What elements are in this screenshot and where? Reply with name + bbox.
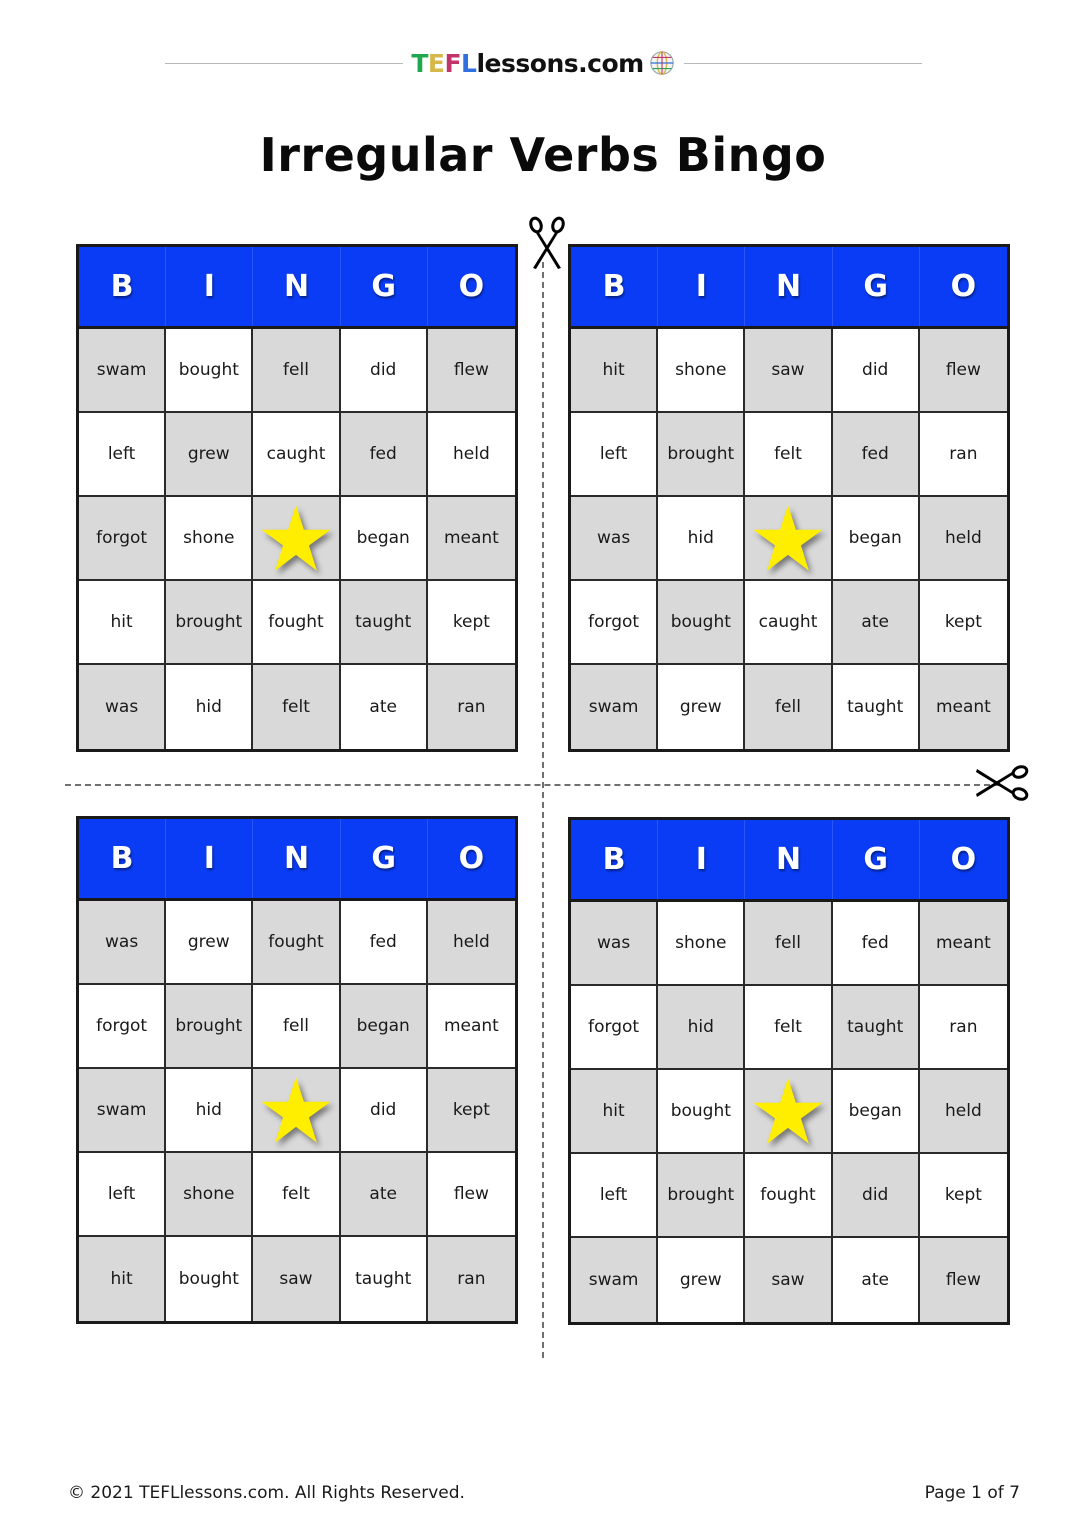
- header-letter-i: I: [166, 819, 253, 898]
- bingo-cell[interactable]: ran: [428, 1237, 515, 1321]
- vertical-cut-line: [542, 262, 544, 1358]
- bingo-cell[interactable]: saw: [745, 1238, 832, 1322]
- header-letter-n: N: [253, 247, 340, 326]
- bingo-header: [571, 247, 1007, 329]
- bingo-cell[interactable]: flew: [920, 1238, 1007, 1322]
- bingo-cell[interactable]: left: [571, 413, 658, 497]
- bingo-cell[interactable]: ran: [428, 665, 515, 749]
- page-indicator: Page 1 of 7: [924, 1483, 1020, 1503]
- bingo-cell[interactable]: felt: [745, 986, 832, 1070]
- header-letter-b: B: [571, 820, 658, 899]
- bingo-cell[interactable]: kept: [428, 581, 515, 665]
- bingo-cell[interactable]: was: [571, 902, 658, 986]
- bingo-cell[interactable]: ate: [341, 1153, 428, 1237]
- bingo-cell[interactable]: hid: [166, 1069, 253, 1153]
- bingo-cell[interactable]: shone: [166, 497, 253, 581]
- bingo-cell[interactable]: brought: [166, 985, 253, 1069]
- bingo-grid: [571, 902, 1007, 1322]
- logo-letter-f: F: [444, 48, 462, 78]
- bingo-cell[interactable]: held: [920, 497, 1007, 581]
- bingo-cell[interactable]: fell: [745, 902, 832, 986]
- bingo-cell[interactable]: hid: [166, 665, 253, 749]
- globe-icon: [648, 49, 676, 77]
- bingo-cell[interactable]: did: [833, 1154, 920, 1238]
- bingo-cell[interactable]: did: [341, 1069, 428, 1153]
- header-letter-g: G: [341, 819, 428, 898]
- bingo-cell[interactable]: kept: [920, 581, 1007, 665]
- scissors-icon: [527, 216, 567, 270]
- header-letter-i: I: [658, 247, 745, 326]
- bingo-cell[interactable]: fought: [253, 901, 340, 985]
- header-letter-o: O: [458, 841, 485, 876]
- bingo-cell[interactable]: left: [79, 413, 166, 497]
- bingo-cell[interactable]: began: [341, 497, 428, 581]
- bingo-cell[interactable]: fed: [341, 901, 428, 985]
- bingo-cell[interactable]: held: [428, 901, 515, 985]
- bingo-cell[interactable]: left: [79, 1153, 166, 1237]
- bingo-cell[interactable]: ate: [833, 581, 920, 665]
- bingo-cell[interactable]: felt: [745, 413, 832, 497]
- header-letter-b: B: [79, 247, 166, 326]
- free-space-cell[interactable]: [745, 1070, 832, 1154]
- bingo-cell[interactable]: began: [833, 1070, 920, 1154]
- logo-letter-e: E: [427, 48, 445, 78]
- bingo-cell[interactable]: felt: [253, 1153, 340, 1237]
- page-title: Irregular Verbs Bingo: [259, 128, 827, 182]
- bingo-cell[interactable]: forgot: [571, 986, 658, 1070]
- header-letter-b: B: [571, 247, 658, 326]
- bingo-cell[interactable]: held: [920, 1070, 1007, 1154]
- bingo-cell[interactable]: hit: [79, 581, 166, 665]
- free-space-cell[interactable]: [253, 497, 340, 581]
- bingo-cell[interactable]: ran: [920, 986, 1007, 1070]
- bingo-cell[interactable]: hid: [658, 986, 745, 1070]
- bingo-cell[interactable]: meant: [920, 665, 1007, 749]
- free-space-cell[interactable]: [253, 1069, 340, 1153]
- bingo-cell[interactable]: meant: [428, 497, 515, 581]
- bingo-cell[interactable]: caught: [253, 413, 340, 497]
- divider-left: [165, 63, 403, 64]
- bingo-cell[interactable]: fell: [253, 329, 340, 413]
- bingo-cell[interactable]: held: [428, 413, 515, 497]
- bingo-cell[interactable]: caught: [745, 581, 832, 665]
- bingo-cell[interactable]: did: [341, 329, 428, 413]
- bingo-cell[interactable]: ate: [341, 665, 428, 749]
- header-letter-g: G: [833, 247, 920, 326]
- star-icon: [752, 1076, 824, 1146]
- brand-logo: [403, 49, 683, 78]
- bingo-card-2: [568, 244, 1010, 752]
- bingo-cell[interactable]: kept: [920, 1154, 1007, 1238]
- star-icon: [260, 1075, 332, 1145]
- brand-header: [165, 45, 922, 81]
- bingo-cell[interactable]: saw: [745, 329, 832, 413]
- star-icon: [260, 503, 332, 573]
- bingo-cell[interactable]: swam: [79, 329, 166, 413]
- bingo-card-4: [568, 817, 1010, 1325]
- bingo-cell[interactable]: bought: [658, 1070, 745, 1154]
- bingo-cell[interactable]: felt: [253, 665, 340, 749]
- horizontal-cut-line: [65, 784, 1000, 786]
- bingo-cell[interactable]: bought: [166, 1237, 253, 1321]
- header-letter-n: N: [745, 820, 832, 899]
- bingo-cell[interactable]: was: [79, 665, 166, 749]
- bingo-cell[interactable]: flew: [920, 329, 1007, 413]
- bingo-cell[interactable]: taught: [341, 581, 428, 665]
- bingo-cell[interactable]: swam: [571, 665, 658, 749]
- header-letter-o: O: [458, 269, 485, 304]
- bingo-cell[interactable]: ate: [833, 1238, 920, 1322]
- logo-letter-l: L: [461, 48, 477, 78]
- bingo-cell[interactable]: fell: [745, 665, 832, 749]
- header-letter-b: B: [79, 819, 166, 898]
- bingo-cell[interactable]: shone: [658, 902, 745, 986]
- bingo-cell[interactable]: left: [571, 1154, 658, 1238]
- bingo-cell[interactable]: fed: [833, 413, 920, 497]
- bingo-cell[interactable]: fell: [253, 985, 340, 1069]
- bingo-cell[interactable]: taught: [833, 665, 920, 749]
- bingo-cell[interactable]: flew: [428, 1153, 515, 1237]
- bingo-cell[interactable]: did: [833, 329, 920, 413]
- bingo-grid: [571, 329, 1007, 749]
- bingo-cell[interactable]: swam: [571, 1238, 658, 1322]
- header-letter-o: O: [950, 269, 977, 304]
- bingo-cell[interactable]: began: [341, 985, 428, 1069]
- bingo-cell[interactable]: meant: [920, 902, 1007, 986]
- header-letter-i: I: [658, 820, 745, 899]
- bingo-cell[interactable]: shone: [166, 1153, 253, 1237]
- bingo-grid: [79, 901, 515, 1321]
- bingo-cell[interactable]: swam: [79, 1069, 166, 1153]
- bingo-cell[interactable]: grew: [166, 901, 253, 985]
- star-icon: [752, 503, 824, 573]
- bingo-cell[interactable]: grew: [166, 413, 253, 497]
- bingo-cell[interactable]: saw: [253, 1237, 340, 1321]
- bingo-cell[interactable]: fed: [833, 902, 920, 986]
- bingo-cell[interactable]: forgot: [571, 581, 658, 665]
- header-letter-o: O: [950, 842, 977, 877]
- bingo-cell[interactable]: bought: [166, 329, 253, 413]
- bingo-cell[interactable]: flew: [428, 329, 515, 413]
- bingo-cell[interactable]: taught: [341, 1237, 428, 1321]
- logo-text: lessons.com: [476, 48, 644, 78]
- divider-right: [684, 63, 922, 64]
- bingo-header: [79, 247, 515, 329]
- bingo-cell[interactable]: brought: [166, 581, 253, 665]
- logo-letter-t: T: [411, 48, 428, 78]
- bingo-cell[interactable]: kept: [428, 1069, 515, 1153]
- header-letter-g: G: [341, 247, 428, 326]
- bingo-header: [79, 819, 515, 901]
- bingo-cell[interactable]: began: [833, 497, 920, 581]
- free-space-cell[interactable]: [745, 497, 832, 581]
- bingo-cell[interactable]: fought: [745, 1154, 832, 1238]
- bingo-cell[interactable]: bought: [658, 581, 745, 665]
- bingo-cell[interactable]: fought: [253, 581, 340, 665]
- scissors-icon: [975, 763, 1029, 803]
- bingo-cell[interactable]: meant: [428, 985, 515, 1069]
- bingo-cell[interactable]: hit: [571, 329, 658, 413]
- bingo-cell[interactable]: fed: [341, 413, 428, 497]
- bingo-grid: [79, 329, 515, 749]
- bingo-card-3: [76, 816, 518, 1324]
- bingo-cell[interactable]: taught: [833, 986, 920, 1070]
- header-letter-n: N: [253, 819, 340, 898]
- bingo-cell[interactable]: shone: [658, 329, 745, 413]
- bingo-cell[interactable]: hid: [658, 497, 745, 581]
- bingo-cell[interactable]: hit: [571, 1070, 658, 1154]
- bingo-header: [571, 820, 1007, 902]
- header-letter-n: N: [745, 247, 832, 326]
- bingo-cell[interactable]: grew: [658, 1238, 745, 1322]
- bingo-cell[interactable]: grew: [658, 665, 745, 749]
- header-letter-i: I: [166, 247, 253, 326]
- bingo-card-1: [76, 244, 518, 752]
- bingo-cell[interactable]: brought: [658, 1154, 745, 1238]
- bingo-cell[interactable]: was: [79, 901, 166, 985]
- bingo-cell[interactable]: forgot: [79, 985, 166, 1069]
- bingo-cell[interactable]: brought: [658, 413, 745, 497]
- header-letter-g: G: [833, 820, 920, 899]
- bingo-cell[interactable]: forgot: [79, 497, 166, 581]
- bingo-cell[interactable]: ran: [920, 413, 1007, 497]
- copyright-text: © 2021 TEFLlessons.com. All Rights Reserved.: [68, 1483, 465, 1503]
- bingo-cell[interactable]: was: [571, 497, 658, 581]
- bingo-cell[interactable]: hit: [79, 1237, 166, 1321]
